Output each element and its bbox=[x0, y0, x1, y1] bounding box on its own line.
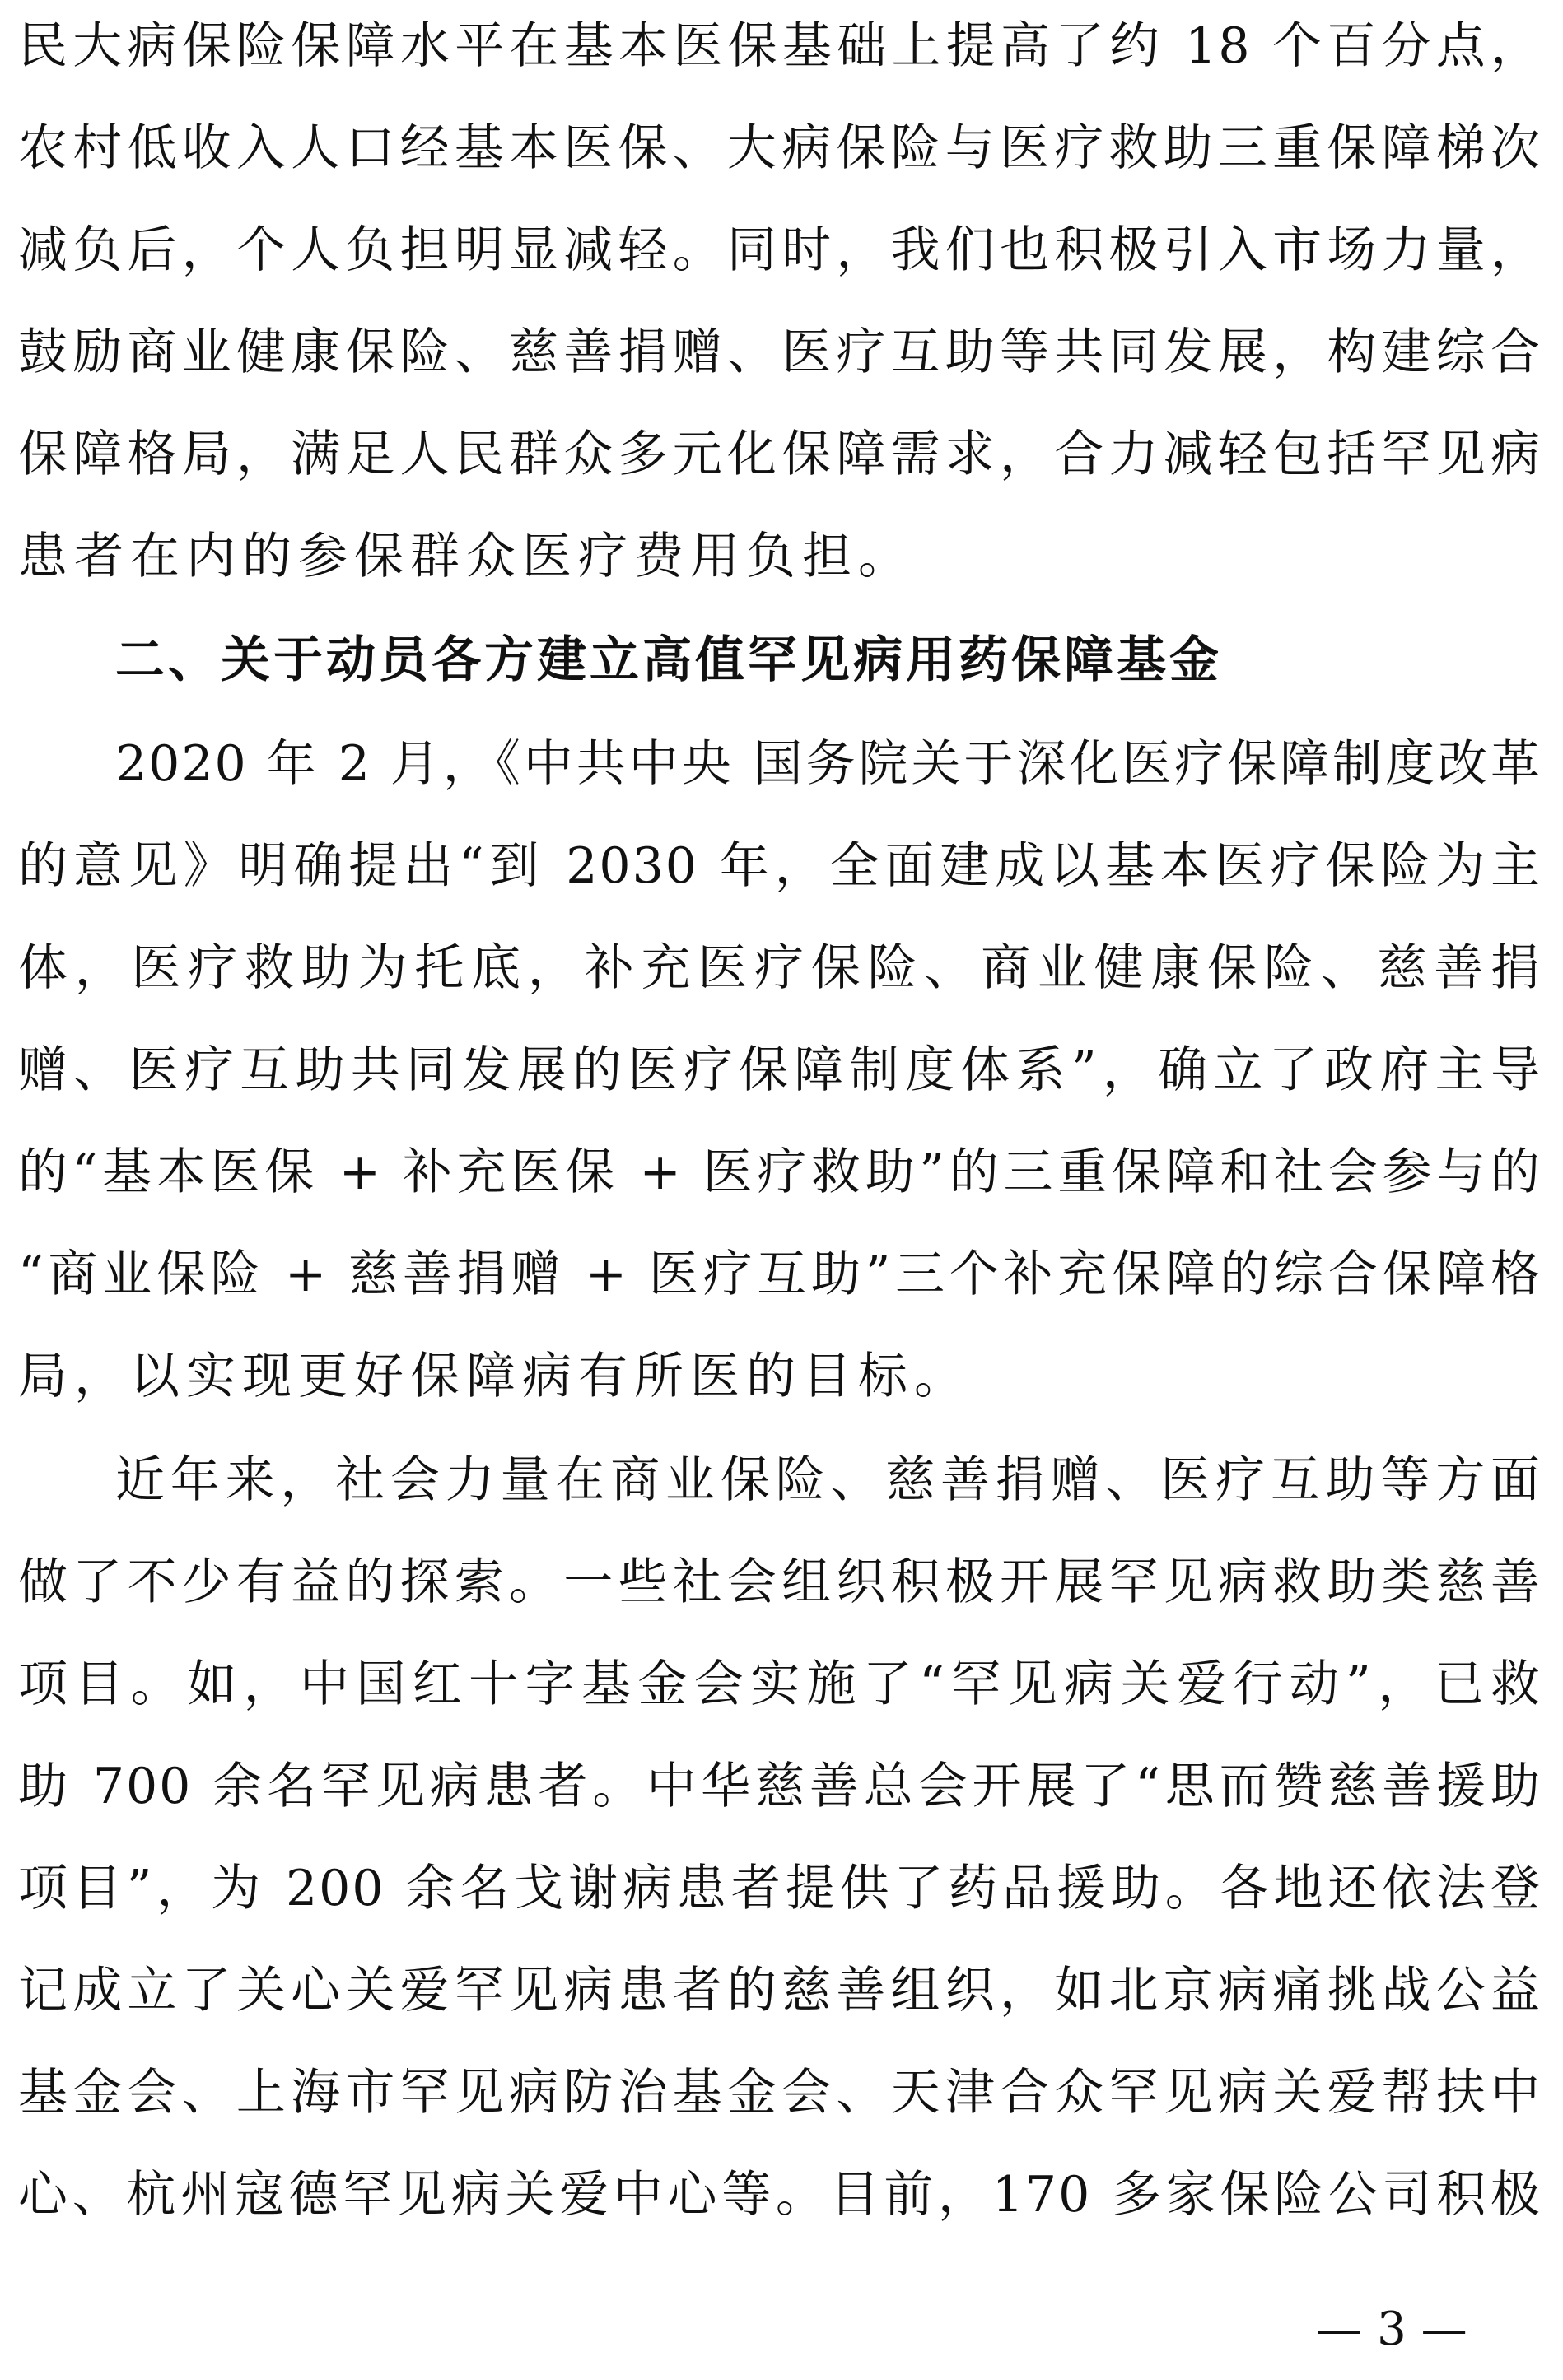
paragraph-line: 局，以实现更好保障病有所医的目标。 bbox=[18, 1348, 970, 1405]
paragraph-line: 体，医疗救助为托底，补充医疗保险、商业健康保险、慈善捐 bbox=[18, 939, 1542, 997]
paragraph-line: 心、杭州寇德罕见病关爱中心等。目前，170 多家保险公司积极 bbox=[18, 2166, 1542, 2224]
paragraph-line: 2020 年 2 月，《中共中央 国务院关于深化医疗保障制度改革 bbox=[115, 735, 1542, 793]
paragraph-line: “商业保险 + 慈善捐赠 + 医疗互助”三个补充保障的综合保障格 bbox=[18, 1246, 1542, 1303]
paragraph-line: 助 700 余名罕见病患者。中华慈善总会开展了“思而赞慈善援助 bbox=[18, 1758, 1542, 1815]
paragraph-line: 农村低收入人口经基本医保、大病保险与医疗救助三重保障梯次 bbox=[18, 119, 1542, 177]
paragraph-line: 近年来，社会力量在商业保险、慈善捐赠、医疗互助等方面 bbox=[115, 1451, 1542, 1509]
paragraph-line: 民大病保险保障水平在基本医保基础上提高了约 18 个百分点， bbox=[18, 17, 1542, 75]
paragraph-line: 鼓励商业健康保险、慈善捐赠、医疗互助等共同发展，构建综合 bbox=[18, 324, 1542, 381]
paragraph-line: 患者在内的参保群众医疗费用负担。 bbox=[18, 528, 914, 585]
paragraph-line: 基金会、上海市罕见病防治基金会、天津合众罕见病关爱帮扶中 bbox=[18, 2064, 1542, 2122]
paragraph-line: 项目”，为 200 余名戈谢病患者提供了药品援助。各地还依法登 bbox=[18, 1860, 1542, 1917]
paragraph-line: 项目。如，中国红十字基金会实施了“罕见病关爱行动”，已救 bbox=[18, 1656, 1542, 1713]
paragraph-line: 赠、医疗互助共同发展的医疗保障制度体系”，确立了政府主导 bbox=[18, 1041, 1542, 1099]
paragraph-line: 做了不少有益的探索。一些社会组织积极开展罕见病救助类慈善 bbox=[18, 1553, 1542, 1611]
paragraph-line: 记成立了关心关爱罕见病患者的慈善组织，如北京病痛挑战公益 bbox=[18, 1962, 1542, 2019]
paragraph-line: 减负后，个人负担明显减轻。同时，我们也积极引入市场力量， bbox=[18, 221, 1542, 279]
section-heading: 二、关于动员各方建立高值罕见病用药保障基金 bbox=[115, 631, 1222, 689]
paragraph-line: 的意见》明确提出“到 2030 年，全面建成以基本医疗保险为主 bbox=[18, 837, 1542, 895]
paragraph-line: 的“基本医保 + 补充医保 + 医疗救助”的三重保障和社会参与的 bbox=[18, 1143, 1542, 1201]
paragraph-line: 保障格局，满足人民群众多元化保障需求，合力减轻包括罕见病 bbox=[18, 426, 1542, 483]
page-number: — 3 — bbox=[1316, 2303, 1467, 2356]
